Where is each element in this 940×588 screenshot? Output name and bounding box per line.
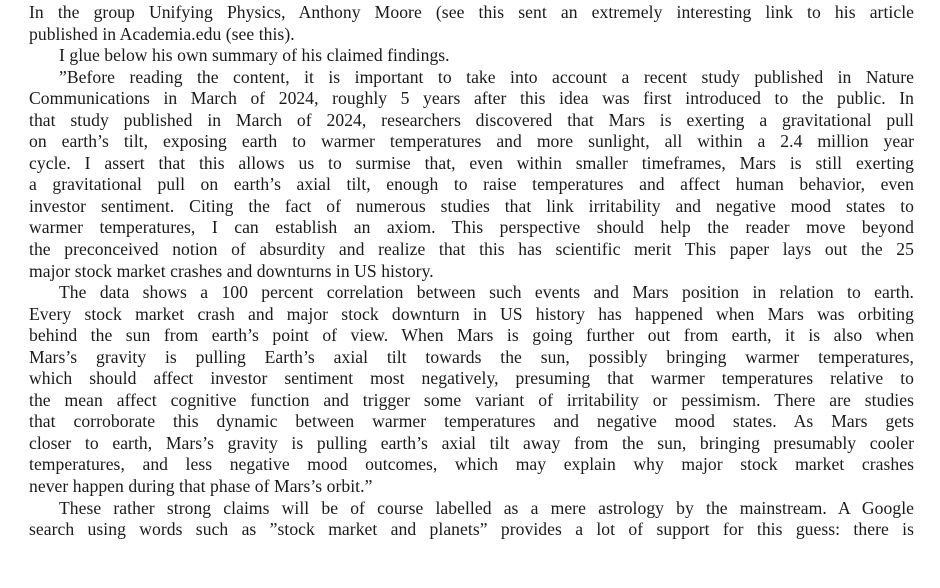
text-line: published in Academia.edu (see this).	[29, 23, 295, 44]
text-line: which should affect investor sentiment most negatively, presuming that warmer temperatures relative to	[29, 368, 914, 389]
text-line: search using words such as ”stock market and planets” provides a lot of support for this guess: there is	[29, 519, 914, 540]
paragraph-quote-part-2	[29, 282, 914, 497]
text-line: Mars’s gravity is pulling Earth’s axial tilt towards the sun, possibly bringing warmer temperatures,	[29, 346, 914, 367]
text-line: Communications in March of 2024, roughly 5 years after this idea was first introduced to the public. In	[29, 88, 914, 109]
text-line: on earth’s tilt, exposing earth to warmer temperatures and more sunlight, all within a 2.4 million year	[29, 131, 914, 152]
text-line: cycle. I assert that this allows us to surmise that, even within smaller timeframes, Mars is still exerting	[29, 152, 914, 173]
paragraph-quote-part-1	[29, 67, 914, 282]
paragraph-commentary	[29, 498, 914, 541]
paragraph-intro	[29, 2, 914, 45]
text-line: I glue below his own summary of his claimed findings.	[59, 45, 450, 66]
text-line: Every stock market crash and major stock downturn in US history has happened when Mars was orbiting	[29, 303, 914, 324]
text-line: the preconceived notion of absurdity and realize that this has scientific merit This paper lays out the 25	[29, 239, 914, 260]
text-line: warmer temperatures, I can establish an axiom. This perspective should help the reader move beyond	[29, 217, 914, 238]
document-page	[29, 2, 914, 541]
text-line: ”Before reading the content, it is important to take into account a recent study published in Nature	[59, 66, 914, 87]
text-line: behind the sun from earth’s point of view. When Mars is going further out from earth, it is also when	[29, 325, 914, 346]
text-line: that study published in March of 2024, researchers discovered that Mars is exerting a gravitational pull	[29, 109, 914, 130]
text-line: that corroborate this dynamic between warmer temperatures and negative mood states. As Mars gets	[29, 411, 914, 432]
text-line: closer to earth, Mars’s gravity is pulling earth’s axial tilt away from the sun, bringing presumably cooler	[29, 432, 914, 453]
text-line: In the group Unifying Physics, Anthony Moore (see this sent an extremely interesting link to his article	[29, 2, 914, 22]
text-line: never happen during that phase of Mars’s orbit.”	[29, 476, 373, 497]
text-line: major stock market crashes and downturns in US history.	[29, 260, 434, 281]
text-line: temperatures, and less negative mood outcomes, which may explain why major stock market crashes	[29, 454, 914, 475]
text-line: a gravitational pull on earth’s axial tilt, enough to raise temperatures and affect human behavior, even	[29, 174, 914, 195]
text-line: The data shows a 100 percent correlation between such events and Mars position in relation to earth.	[59, 282, 914, 303]
text-line: the mean affect cognitive function and trigger some variant of irritability or pessimism. There are studies	[29, 389, 914, 410]
paragraph-glue-note	[29, 45, 914, 67]
text-line: These rather strong claims will be of course labelled as a mere astrology by the mainstream. A Google	[59, 497, 914, 518]
text-line: investor sentiment. Citing the fact of numerous studies that link irritability and negative mood states to	[29, 195, 914, 216]
